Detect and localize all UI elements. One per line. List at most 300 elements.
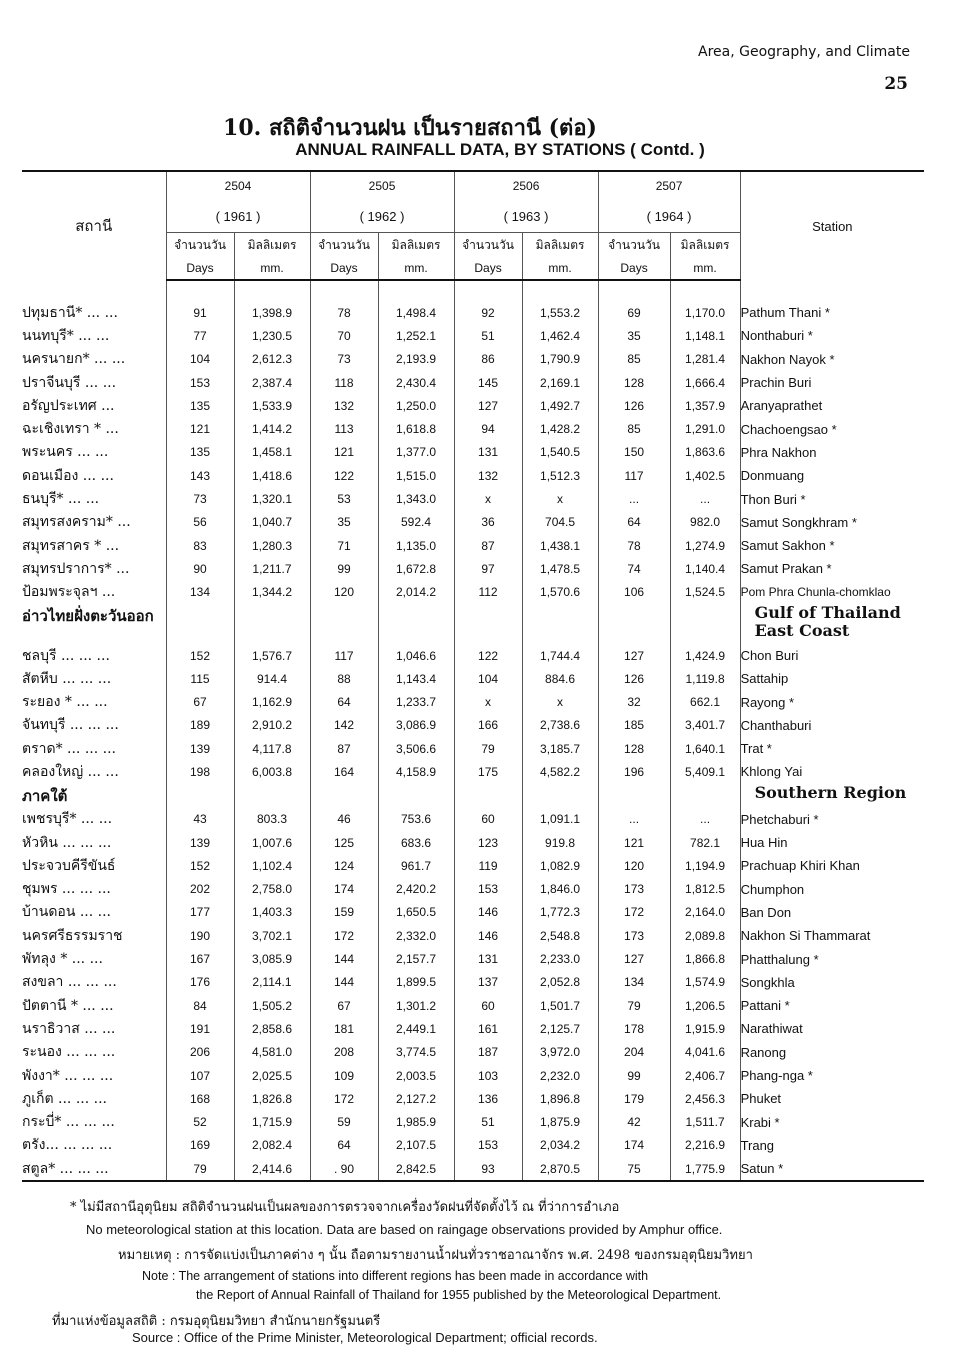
rain-mm-cell: x: [522, 487, 598, 510]
rain-days-cell: 120: [598, 854, 670, 877]
rain-days-cell: . 90: [310, 1157, 378, 1181]
station-name-thai: เพชรบุรี* ... ...: [22, 811, 113, 828]
rain-days-cell: 123: [454, 831, 522, 854]
station-name-english: Chumphon: [740, 878, 924, 901]
rain-days-cell: 127: [454, 394, 522, 417]
rain-mm-cell: 2,548.8: [522, 924, 598, 947]
station-name-english: Phatthalung *: [740, 947, 924, 970]
station-name-thai: ปทุมธานี* ... ...: [22, 304, 118, 321]
rain-mm-cell: 1,344.2: [234, 581, 310, 604]
mm-header-en: mm.: [378, 257, 454, 280]
rain-mm-cell: 1,402.5: [670, 464, 740, 487]
rain-mm-cell: 1,570.6: [522, 581, 598, 604]
rain-days-cell: 79: [598, 994, 670, 1017]
station-name-english: Ban Don: [740, 901, 924, 924]
rain-days-cell: 185: [598, 714, 670, 737]
rain-mm-cell: 1,377.0: [378, 441, 454, 464]
rain-mm-cell: 1,040.7: [234, 511, 310, 534]
rain-days-cell: 78: [598, 534, 670, 557]
year-ad-header: ( 1961 ): [166, 200, 310, 233]
rain-days-cell: 174: [310, 878, 378, 901]
rain-days-cell: 177: [166, 901, 234, 924]
rain-days-cell: 64: [598, 511, 670, 534]
station-name-thai: ปัตตานี * ... ...: [22, 997, 114, 1014]
rain-days-cell: 91: [166, 301, 234, 324]
table-row: [22, 994, 924, 1017]
rain-mm-cell: 1,576.7: [234, 644, 310, 667]
rain-days-cell: 94: [454, 417, 522, 440]
rain-mm-cell: 1,343.0: [378, 487, 454, 510]
rain-days-cell: 93: [454, 1157, 522, 1181]
rain-mm-cell: 1,896.8: [522, 1087, 598, 1110]
station-name-english: Phetchaburi *: [740, 808, 924, 831]
rain-mm-cell: 2,003.5: [378, 1064, 454, 1087]
rain-mm-cell: 2,232.0: [522, 1064, 598, 1087]
empty-cell: [598, 604, 670, 644]
rain-days-cell: 107: [166, 1064, 234, 1087]
asterisk-note-english: No meteorological station at this location. Data are based on raingage observations provided by Amphur office.: [86, 1222, 723, 1237]
rain-days-cell: 134: [166, 581, 234, 604]
station-name-english: Phra Nakhon: [740, 441, 924, 464]
rain-mm-cell: 704.5: [522, 511, 598, 534]
rain-mm-cell: 1,501.7: [522, 994, 598, 1017]
rain-days-cell: 60: [454, 808, 522, 831]
rain-mm-cell: 1,915.9: [670, 1017, 740, 1040]
rain-mm-cell: 683.6: [378, 831, 454, 854]
rain-mm-cell: 1,744.4: [522, 644, 598, 667]
rain-mm-cell: 1,863.6: [670, 441, 740, 464]
station-name-english: Phuket: [740, 1087, 924, 1110]
station-name-english: Prachuap Khiri Khan: [740, 854, 924, 877]
rain-days-cell: 152: [166, 644, 234, 667]
rain-mm-cell: 1,715.9: [234, 1111, 310, 1134]
rain-days-cell: 87: [310, 737, 378, 760]
table-row: [22, 301, 924, 324]
rain-days-cell: 121: [166, 417, 234, 440]
rain-mm-cell: 1,398.9: [234, 301, 310, 324]
rain-days-cell: 35: [598, 324, 670, 347]
station-name-english: Donmuang: [740, 464, 924, 487]
station-name-thai: จันทบุรี ... ... ...: [22, 717, 119, 734]
table-row: [22, 831, 924, 854]
table-row: [22, 1064, 924, 1087]
rain-mm-cell: 5,409.1: [670, 760, 740, 783]
rain-mm-cell: 2,233.0: [522, 947, 598, 970]
table-row: [22, 324, 924, 347]
rain-days-cell: 73: [310, 348, 378, 371]
rain-days-cell: 92: [454, 301, 522, 324]
region-name-thai: อ่าวไทยฝั่งตะวันออก: [22, 606, 154, 625]
rain-mm-cell: 1,194.9: [670, 854, 740, 877]
table-row: [22, 1134, 924, 1157]
station-name-english: Pattani *: [740, 994, 924, 1017]
rain-days-cell: 161: [454, 1017, 522, 1040]
rain-mm-cell: 1,291.0: [670, 417, 740, 440]
rain-days-cell: ...: [598, 808, 670, 831]
rain-days-cell: 145: [454, 371, 522, 394]
rain-mm-cell: 2,738.6: [522, 714, 598, 737]
rain-mm-cell: 753.6: [378, 808, 454, 831]
year-be-header: 2504: [166, 171, 310, 200]
region-name-english: Gulf of Thailand East Coast: [740, 604, 924, 644]
table-row: [22, 760, 924, 783]
rain-mm-cell: 2,216.9: [670, 1134, 740, 1157]
rain-mm-cell: 1,524.5: [670, 581, 740, 604]
running-title: Area, Geography, and Climate: [698, 44, 910, 60]
rain-days-cell: 86: [454, 348, 522, 371]
days-header-thai: จำนวนวัน: [310, 233, 378, 258]
rain-days-cell: 85: [598, 348, 670, 371]
rain-days-cell: 131: [454, 441, 522, 464]
station-name-english: Hua Hin: [740, 831, 924, 854]
rain-mm-cell: 1,826.8: [234, 1087, 310, 1110]
source-english: Source : Office of the Prime Minister, Meteorological Department; official records.: [132, 1330, 598, 1345]
rain-mm-cell: 1,301.2: [378, 994, 454, 1017]
rain-days-cell: 196: [598, 760, 670, 783]
rain-mm-cell: 1,866.8: [670, 947, 740, 970]
rain-days-cell: 122: [454, 644, 522, 667]
mm-header-en: mm.: [234, 257, 310, 280]
rain-days-cell: 198: [166, 760, 234, 783]
rain-mm-cell: 1,170.0: [670, 301, 740, 324]
rain-days-cell: 51: [454, 1111, 522, 1134]
rain-mm-cell: 2,052.8: [522, 971, 598, 994]
table-title-thai: 10. สถิติจำนวนฝน เป็นรายสถานี (ต่อ): [223, 115, 597, 141]
table-row: [22, 971, 924, 994]
station-name-english: Pom Phra Chunla-chomklao: [740, 581, 924, 604]
rain-mm-cell: 1,007.6: [234, 831, 310, 854]
rain-days-cell: 144: [310, 971, 378, 994]
rain-days-cell: 132: [310, 394, 378, 417]
empty-cell: [522, 604, 598, 644]
empty-cell: [522, 784, 598, 808]
station-name-thai: สงขลา ... ... ...: [22, 974, 117, 991]
table-row: [22, 924, 924, 947]
rain-days-cell: 119: [454, 854, 522, 877]
days-header-en: Days: [454, 257, 522, 280]
rain-mm-cell: 1,148.1: [670, 324, 740, 347]
station-name-english: Narathiwat: [740, 1017, 924, 1040]
station-name-thai: ภูเก็ต ... ... ...: [22, 1090, 107, 1107]
station-name-thai: นนทบุรี* ... ...: [22, 327, 110, 344]
station-name-thai: พัทลุง * ... ...: [22, 951, 103, 968]
rain-days-cell: 125: [310, 831, 378, 854]
rain-days-cell: 134: [598, 971, 670, 994]
remark-english-line1: Note : The arrangement of stations into different regions has been made in accordance with: [142, 1269, 649, 1283]
empty-cell: [598, 784, 670, 808]
page-number: 25: [884, 74, 908, 94]
rain-mm-cell: 2,387.4: [234, 371, 310, 394]
rain-mm-cell: 3,972.0: [522, 1041, 598, 1064]
rain-days-cell: 174: [598, 1134, 670, 1157]
table-row: [22, 690, 924, 713]
empty-cell: [454, 784, 522, 808]
table-row: [22, 667, 924, 690]
rain-mm-cell: 1,357.9: [670, 394, 740, 417]
rain-days-cell: 143: [166, 464, 234, 487]
rain-days-cell: 127: [598, 644, 670, 667]
station-name-thai: สตูล* ... ... ...: [22, 1157, 166, 1181]
rain-mm-cell: 1,281.4: [670, 348, 740, 371]
station-name-english: Khlong Yai: [740, 760, 924, 783]
rain-mm-cell: 782.1: [670, 831, 740, 854]
rain-mm-cell: 1,846.0: [522, 878, 598, 901]
rain-days-cell: 139: [166, 737, 234, 760]
station-name-english: Rayong *: [740, 690, 924, 713]
remark-thai: หมายเหตุ : การจัดแบ่งเป็นภาคต่าง ๆ นั้น ถือตามรายงานน้ำฝนทั่วราชอาณาจักร พ.ศ. 2498 ของกรมอุตุนิยมวิทยา: [118, 1248, 753, 1263]
source-thai: ที่มาแห่งข้อมูลสถิติ : กรมอุตุนิยมวิทยา สำนักนายกรัฐมนตรี: [52, 1314, 381, 1329]
rain-mm-cell: 1,618.8: [378, 417, 454, 440]
rain-mm-cell: 1,046.6: [378, 644, 454, 667]
station-name-english: Samut Prakan *: [740, 557, 924, 580]
table-row: [22, 901, 924, 924]
rain-days-cell: 79: [166, 1157, 234, 1181]
rain-mm-cell: 1,492.7: [522, 394, 598, 417]
rain-mm-cell: 4,041.6: [670, 1041, 740, 1064]
table-row: [22, 464, 924, 487]
table-row: [22, 737, 924, 760]
empty-cell: [234, 604, 310, 644]
rain-mm-cell: 1,775.9: [670, 1157, 740, 1181]
mm-header-thai: มิลลิเมตร: [670, 233, 740, 258]
station-name-thai: ประจวบคีรีขันธ์: [22, 857, 116, 874]
rain-mm-cell: 1,280.3: [234, 534, 310, 557]
rain-mm-cell: 2,193.9: [378, 348, 454, 371]
rain-days-cell: 126: [598, 667, 670, 690]
station-name-english: Ranong: [740, 1041, 924, 1064]
table-row: [22, 1041, 924, 1064]
station-name-thai: พระนคร ... ...: [22, 444, 109, 461]
station-name-english: Nakhon Si Thammarat: [740, 924, 924, 947]
rain-days-cell: 78: [310, 301, 378, 324]
rain-days-cell: 136: [454, 1087, 522, 1110]
rain-mm-cell: 1,428.2: [522, 417, 598, 440]
rain-days-cell: 64: [310, 1134, 378, 1157]
empty-cell: [234, 784, 310, 808]
year-be-header: 2506: [454, 171, 598, 200]
rain-days-cell: 113: [310, 417, 378, 440]
rain-mm-cell: 1,899.5: [378, 971, 454, 994]
rain-days-cell: 59: [310, 1111, 378, 1134]
station-name-thai: นครนายก* ... ...: [22, 351, 126, 368]
rain-days-cell: 84: [166, 994, 234, 1017]
rain-days-cell: 146: [454, 901, 522, 924]
empty-cell: [670, 784, 740, 808]
table-row: [22, 1157, 924, 1181]
rain-mm-cell: 1,772.3: [522, 901, 598, 924]
year-be-header: 2505: [310, 171, 454, 200]
rain-days-cell: 42: [598, 1111, 670, 1134]
rain-mm-cell: 1,102.4: [234, 854, 310, 877]
rain-days-cell: 153: [454, 1134, 522, 1157]
rain-mm-cell: ...: [670, 808, 740, 831]
rain-mm-cell: 2,034.2: [522, 1134, 598, 1157]
rain-days-cell: ...: [598, 487, 670, 510]
rain-mm-cell: 919.8: [522, 831, 598, 854]
rain-days-cell: 139: [166, 831, 234, 854]
rain-days-cell: 153: [454, 878, 522, 901]
rain-mm-cell: 1,498.4: [378, 301, 454, 324]
remark-english-line2: the Report of Annual Rainfall of Thailand for 1955 published by the Meteorological Department.: [196, 1288, 722, 1302]
table-row: [22, 534, 924, 557]
table-row: [22, 878, 924, 901]
station-name-english: Chachoengsao *: [740, 417, 924, 440]
rain-mm-cell: 2,157.7: [378, 947, 454, 970]
rain-mm-cell: 2,406.7: [670, 1064, 740, 1087]
rain-mm-cell: 1,438.1: [522, 534, 598, 557]
rain-mm-cell: 1,250.0: [378, 394, 454, 417]
table-row: [22, 714, 924, 737]
rain-days-cell: 144: [310, 947, 378, 970]
rain-mm-cell: 2,127.2: [378, 1087, 454, 1110]
station-header-english: Station: [740, 171, 924, 280]
rain-mm-cell: 1,403.3: [234, 901, 310, 924]
rain-days-cell: 77: [166, 324, 234, 347]
table-row: [22, 581, 924, 604]
rain-mm-cell: 1,424.9: [670, 644, 740, 667]
rain-mm-cell: 3,702.1: [234, 924, 310, 947]
rain-days-cell: 88: [310, 667, 378, 690]
rain-mm-cell: 2,169.1: [522, 371, 598, 394]
mm-header-thai: มิลลิเมตร: [234, 233, 310, 258]
table-row: [22, 441, 924, 464]
rain-mm-cell: 592.4: [378, 511, 454, 534]
rain-days-cell: 127: [598, 947, 670, 970]
empty-cell: [310, 604, 378, 644]
rain-mm-cell: 1,418.6: [234, 464, 310, 487]
rain-days-cell: 173: [598, 878, 670, 901]
rain-mm-cell: 2,332.0: [378, 924, 454, 947]
rain-mm-cell: 2,420.2: [378, 878, 454, 901]
rain-mm-cell: 2,870.5: [522, 1157, 598, 1181]
table-row: [22, 854, 924, 877]
rain-mm-cell: 1,812.5: [670, 878, 740, 901]
rain-mm-cell: 1,574.9: [670, 971, 740, 994]
table-row: [22, 557, 924, 580]
station-name-english: Nonthaburi *: [740, 324, 924, 347]
asterisk-note-thai: * ไม่มีสถานีอุตุนิยม สถิติจำนวนฝนเป็นผลของการตรวจจากเครื่องวัดฝนที่จัดตั้งไว้ ณ ที่ว่าการอำเภอ: [70, 1200, 620, 1215]
rain-mm-cell: 2,842.5: [378, 1157, 454, 1181]
station-name-english: Thon Buri *: [740, 487, 924, 510]
days-header-thai: จำนวนวัน: [166, 233, 234, 258]
rain-days-cell: 51: [454, 324, 522, 347]
station-name-thai: นครศรีธรรมราช: [22, 927, 123, 944]
rain-mm-cell: 1,211.7: [234, 557, 310, 580]
rain-mm-cell: 1,252.1: [378, 324, 454, 347]
rain-mm-cell: 914.4: [234, 667, 310, 690]
rain-days-cell: 146: [454, 924, 522, 947]
rain-days-cell: 106: [598, 581, 670, 604]
rain-mm-cell: x: [522, 690, 598, 713]
station-name-thai: ชุมพร ... ... ...: [22, 881, 111, 898]
rain-mm-cell: 4,158.9: [378, 760, 454, 783]
station-name-thai: นราธิวาส ... ...: [22, 1020, 116, 1037]
rain-mm-cell: 1,274.9: [670, 534, 740, 557]
empty-cell: [166, 784, 234, 808]
table-body: [22, 280, 924, 1181]
rain-mm-cell: 1,082.9: [522, 854, 598, 877]
rain-days-cell: 97: [454, 557, 522, 580]
station-name-english: Trang: [740, 1134, 924, 1157]
rain-mm-cell: 3,185.7: [522, 737, 598, 760]
rain-mm-cell: 1,650.5: [378, 901, 454, 924]
station-name-thai: ตราด* ... ... ...: [22, 740, 116, 757]
region-row: [22, 784, 924, 808]
rain-days-cell: 181: [310, 1017, 378, 1040]
rain-days-cell: 164: [310, 760, 378, 783]
rain-mm-cell: ...: [670, 487, 740, 510]
station-name-english: Songkhla: [740, 971, 924, 994]
rain-days-cell: 178: [598, 1017, 670, 1040]
rain-mm-cell: 1,640.1: [670, 737, 740, 760]
station-name-thai: สัตหีบ ... ... ...: [22, 670, 112, 687]
rain-mm-cell: 1,790.9: [522, 348, 598, 371]
mm-header-thai: มิลลิเมตร: [378, 233, 454, 258]
station-name-thai: สมุทรสาคร * ...: [22, 537, 120, 554]
rain-days-cell: 172: [310, 924, 378, 947]
table-row: [22, 644, 924, 667]
rain-days-cell: 135: [166, 441, 234, 464]
rain-mm-cell: 2,430.4: [378, 371, 454, 394]
station-name-english: Chanthaburi: [740, 714, 924, 737]
rain-days-cell: 69: [598, 301, 670, 324]
station-name-english: Pathum Thani *: [740, 301, 924, 324]
spacer-row: [22, 280, 924, 301]
rain-mm-cell: 6,003.8: [234, 760, 310, 783]
rain-days-cell: 166: [454, 714, 522, 737]
rain-mm-cell: 3,401.7: [670, 714, 740, 737]
station-name-english: Krabi *: [740, 1111, 924, 1134]
rain-days-cell: 112: [454, 581, 522, 604]
rain-mm-cell: 1,511.7: [670, 1111, 740, 1134]
rain-days-cell: 118: [310, 371, 378, 394]
table-row: [22, 417, 924, 440]
station-name-thai: คลองใหญ่ ... ...: [22, 763, 119, 780]
rain-mm-cell: 1,462.4: [522, 324, 598, 347]
rain-days-cell: 53: [310, 487, 378, 510]
rain-days-cell: 117: [598, 464, 670, 487]
rain-days-cell: 131: [454, 947, 522, 970]
rain-mm-cell: 2,025.5: [234, 1064, 310, 1087]
rain-days-cell: 99: [310, 557, 378, 580]
rain-days-cell: 117: [310, 644, 378, 667]
rain-days-cell: 189: [166, 714, 234, 737]
station-name-thai: พังงา* ... ... ...: [22, 1067, 114, 1084]
year-ad-header: ( 1962 ): [310, 200, 454, 233]
rain-days-cell: 152: [166, 854, 234, 877]
rain-mm-cell: 1,533.9: [234, 394, 310, 417]
rain-mm-cell: 1,414.2: [234, 417, 310, 440]
rain-mm-cell: 2,612.3: [234, 348, 310, 371]
station-name-thai: ฉะเชิงเทรา * ...: [22, 421, 119, 438]
rain-mm-cell: 803.3: [234, 808, 310, 831]
rain-days-cell: 83: [166, 534, 234, 557]
year-ad-header: ( 1963 ): [454, 200, 598, 233]
region-name-thai: ภาคใต้: [22, 786, 68, 805]
region-name-english: Southern Region: [740, 784, 924, 808]
rain-days-cell: 79: [454, 737, 522, 760]
mm-header-thai: มิลลิเมตร: [522, 233, 598, 258]
rain-days-cell: 176: [166, 971, 234, 994]
station-name-thai: หัวหิน ... ... ...: [22, 834, 112, 851]
rain-mm-cell: 2,107.5: [378, 1134, 454, 1157]
rain-days-cell: 132: [454, 464, 522, 487]
rain-days-cell: 187: [454, 1041, 522, 1064]
rain-mm-cell: 2,014.2: [378, 581, 454, 604]
rain-mm-cell: 2,114.1: [234, 971, 310, 994]
rain-days-cell: 74: [598, 557, 670, 580]
rain-days-cell: 32: [598, 690, 670, 713]
